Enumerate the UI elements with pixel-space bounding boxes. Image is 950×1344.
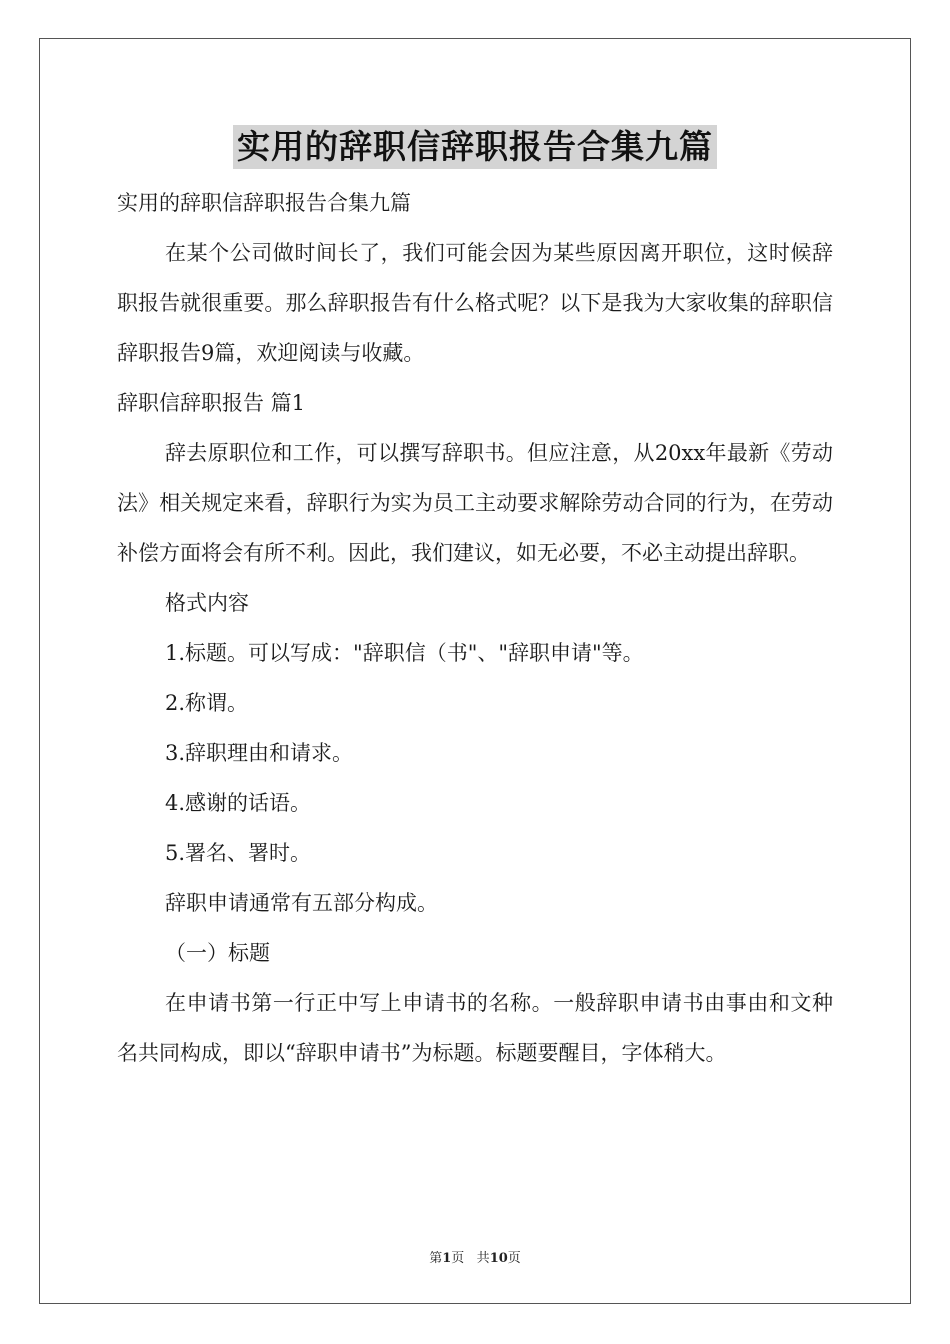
list-item: 2.称谓。 bbox=[165, 691, 249, 715]
section-heading: 辞职信辞职报告 篇1 bbox=[117, 391, 306, 415]
title-container bbox=[0, 125, 950, 169]
paragraph: 辞职申请通常有五部分构成。 bbox=[165, 891, 438, 915]
paragraph-intro: 在某个公司做时间长了，我们可能会因为某些原因离开职位，这时候辞职报告就很重要。那么辞职报告有什么格式呢？以下是我为大家收集的辞职信辞职报告9篇，欢迎阅读与收藏。 bbox=[117, 241, 833, 365]
page-number: 1 bbox=[442, 1251, 452, 1266]
page-suffix: 页 bbox=[451, 1251, 465, 1266]
document-title: 实用的辞职信辞职报告合集九篇 bbox=[233, 125, 717, 169]
total-prefix: 共 bbox=[476, 1251, 490, 1266]
list-item: 5.署名、署时。 bbox=[165, 841, 312, 865]
page-footer bbox=[0, 1247, 950, 1266]
list-item: 3.辞职理由和请求。 bbox=[165, 741, 354, 765]
paragraph: 在申请书第一行正中写上申请书的名称。一般辞职申请书由事由和文种名共同构成，即以“辞职申请书”为标题。标题要醒目，字体稍大。 bbox=[117, 991, 833, 1065]
paragraph: 辞去原职位和工作，可以撰写辞职书。但应注意，从20xx年最新《劳动法》相关规定来看，辞职行为实为员工主动要求解除劳动合同的行为，在劳动补偿方面将会有所不利。因此，我们建议，如无必要，不必主动提出辞职。 bbox=[117, 441, 833, 565]
paragraph: 格式内容 bbox=[165, 591, 249, 615]
subsection-heading: （一）标题 bbox=[165, 941, 270, 965]
list-item: 4.感谢的话语。 bbox=[165, 791, 312, 815]
document-body bbox=[117, 178, 833, 1078]
total-pages: 10 bbox=[489, 1251, 508, 1266]
page-prefix: 第 bbox=[429, 1251, 443, 1266]
paragraph-subtitle: 实用的辞职信辞职报告合集九篇 bbox=[117, 191, 411, 215]
list-item: 1.标题。可以写成："辞职信（书"、"辞职申请"等。 bbox=[165, 641, 644, 665]
total-suffix: 页 bbox=[507, 1251, 521, 1266]
